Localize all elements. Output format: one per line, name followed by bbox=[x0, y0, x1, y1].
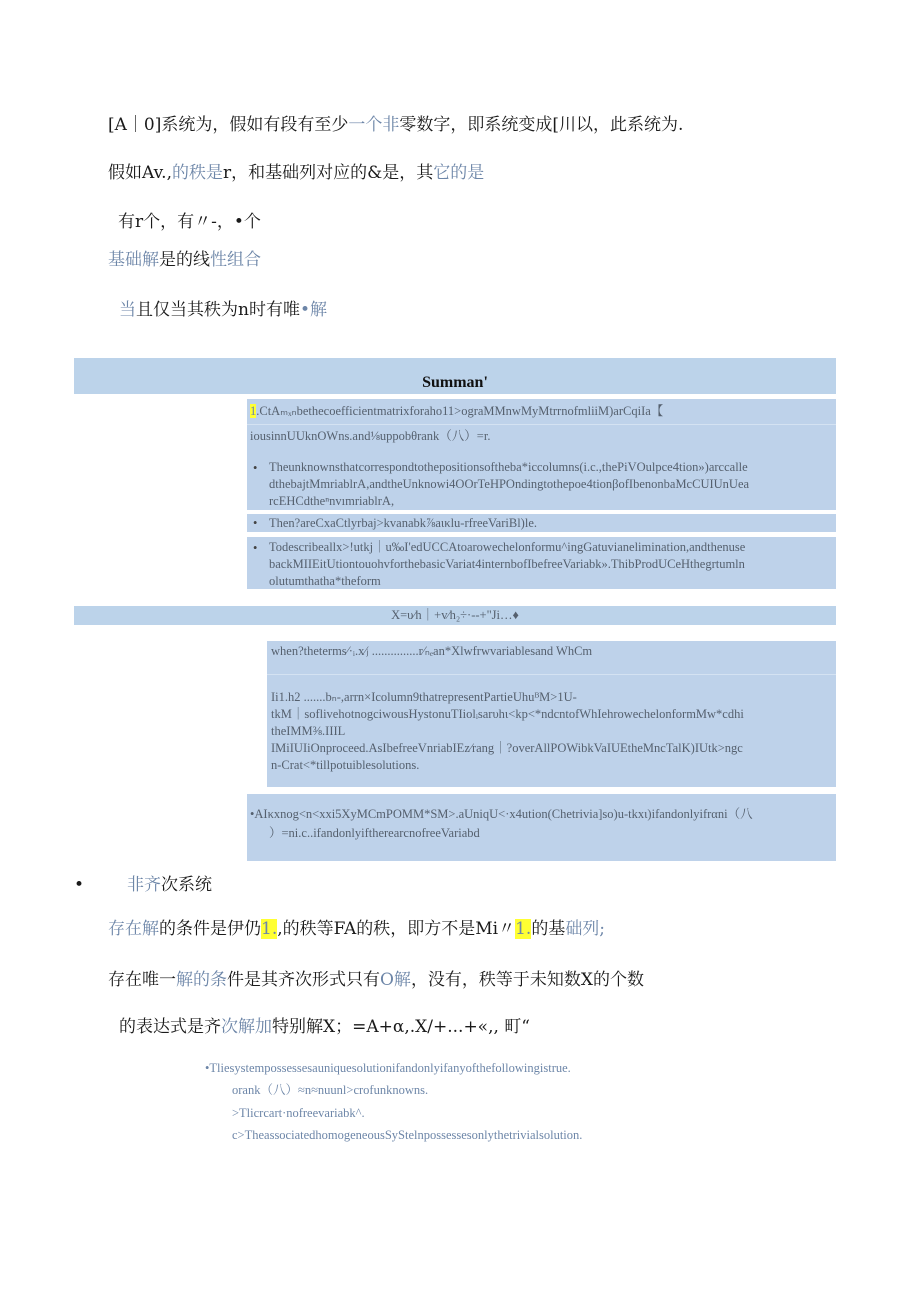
bottom-line-4: c>TheassociatedhomogeneousSyStelnpossessesonlythetrivialsolution. bbox=[232, 1128, 583, 1142]
when-box: when?theterms⁄·ᵢ.x⁄ⱼ ...............r⁄ₙₑan*Xlwfrwvariablesand WhCm Ii1.h2 .......bₙ-,arrn×Icolumn9thatrepresentPartieUhuᴮM>1U- tkM｜soflivehotnogciwousHystonuTIiolᵢsarυhι<kp<*ndcntofWhIehrowechelonformMw*cdhi theIMM⅜.IIIL IMiIUIiOnproceed.AsIbefreeVnriabIEz⁄rang｜?overAllPOWibkVaIUEtheMncTalK)IUtk>ngc n-Crat<*tillpotuiblesolutions. bbox=[267, 641, 836, 787]
summary-item-1: 1.CtAₘₓₙbethecoefficientmatrixforaho11>ograMMnwMyMtrrnofmliiM)arCqiIa【 iousinnUUknOWns.and⅛uppobθrank（八）=r. bbox=[247, 399, 836, 457]
summary-item-4: • Todescribeallx>!utkj｜u‰I'edUCCAtoarowechelonformu^ingGatuvianelimination,andthenuse backMIIEitUtiontouohvforthebasicVariat4internbofIbefreeVariabk».ThibProdUCeHthegrtumln olutumthatha*theform bbox=[247, 537, 836, 589]
condition-line-3: 的表达式是齐次解加特别解X；=A+α,.X/+...+«,, 町“ bbox=[119, 1017, 530, 1037]
bottom-line-1: •Tliesystempossessesauniquesolutionifandonlyifanyofthefollowingistrue. bbox=[205, 1061, 571, 1075]
formula-band: X=υ⁄h｜+v⁄h₂÷·--+"Ji…♦ bbox=[74, 606, 836, 625]
nonhomo-heading: 非齐次系统 bbox=[127, 875, 212, 895]
summary-title: Summan' bbox=[74, 358, 836, 394]
nonhomo-bullet: • bbox=[74, 875, 85, 895]
text-line-1: [A｜0]系统为，假如有段有至少一个非零数字，即系统变成[川以，此系统为. bbox=[108, 115, 684, 135]
condition-line-2: 存在唯一解的条件是其齐次形式只有O解，没有，秩等于未知数X的个数 bbox=[108, 970, 645, 990]
summary-item-3: • Then?areCxaCtlyrbaj>kvanabk⅞aικlu-rfreeVariBl)le. bbox=[247, 514, 836, 532]
summary-item-2: • Theunknownsthatcorrespondtothepositionsoftheba*iccolumns(i.c.,thePiVOulpce4tion»)arccalle dthebajtMmriablrA,andtheUnknowi4OOrTeHPOndingtothepoe4tionβofIbenonbaMcCUIUnUea rcEHCdtheⁿnvımriablrA, bbox=[247, 456, 836, 510]
condition-line-1: 存在解的条件是伊仍1.,的秩等FA的秩，即方不是Mi〃1.的基础列; bbox=[108, 919, 606, 939]
bottom-line-2: orank（八）≈n≈nuunl>crofunknowns. bbox=[232, 1083, 429, 1097]
text-line-2: 假如Av.,的秩是r，和基础列对应的&是，其它的是 bbox=[108, 163, 485, 183]
text-line-4: 基础解是的线性组合 bbox=[108, 250, 261, 270]
bottom-line-3: >Tlicrcart·nofreevariabk^. bbox=[232, 1106, 365, 1120]
alk-box: •AIκxnog<n<xxi5XyMCmPOMM*SM>.aUniqU<·x4ution(Chetrivia]so)u-tkxι)ifandonlyifrαni（八 ）=ni.c..ifandonlyiftherearcnofreeVariabd bbox=[247, 794, 836, 861]
text-line-3: 有r个，有〃-，•个 bbox=[118, 212, 261, 232]
text-line-5: 当且仅当其秩为n时有唯•解 bbox=[119, 300, 327, 320]
